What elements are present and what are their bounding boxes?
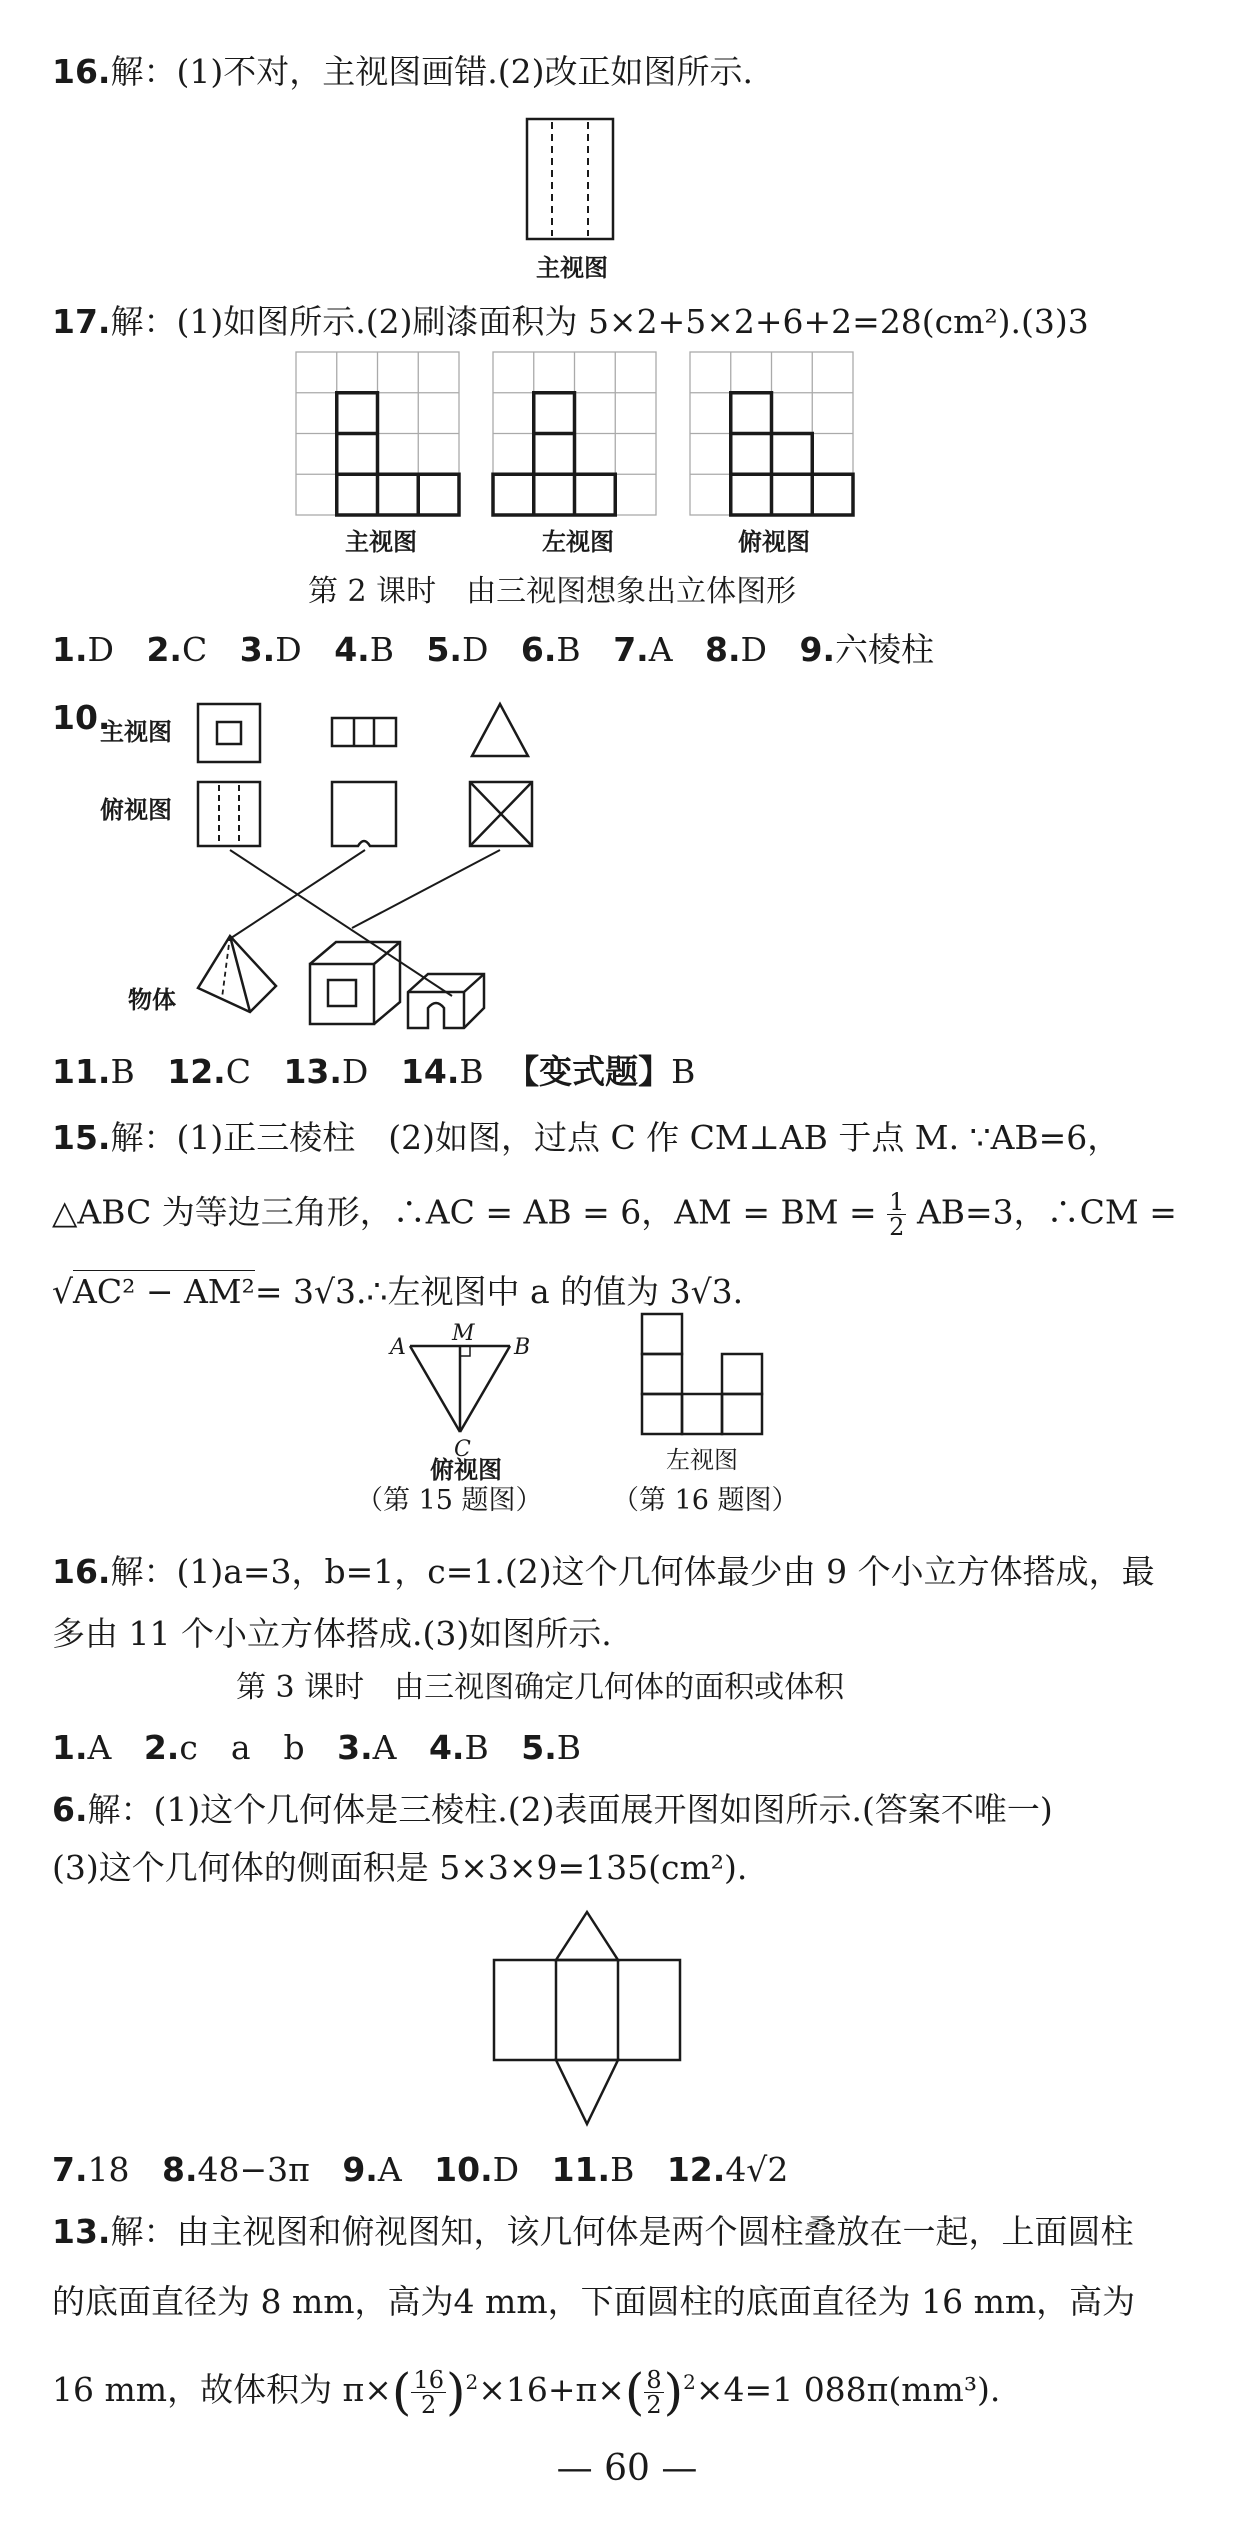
row-label: 俯视图	[100, 796, 172, 824]
figure-caption: 左视图	[542, 528, 614, 556]
q17-line	[52, 300, 1089, 344]
answer-item: 3.D	[239, 630, 302, 669]
three-views-grid-figure	[296, 352, 856, 527]
answer-item: 12.4√2	[666, 2150, 789, 2189]
fraction: $\frac{8}{2}$	[646, 2365, 662, 2419]
answers-row	[52, 1726, 581, 1770]
section-title: 第 2 课时 由三视图想象出立体图形	[308, 574, 797, 609]
q13-line2	[52, 2280, 1135, 2324]
q15-line3	[52, 1270, 743, 1314]
front-view-rectangle-figure	[526, 118, 616, 243]
question-number: 10.	[52, 698, 111, 737]
q16b-line2	[52, 1612, 612, 1656]
figure-caption: 主视图	[536, 254, 608, 282]
answer-text: AB=3，∴CM =	[916, 1192, 1177, 1232]
answer-item: 14.B	[400, 1052, 484, 1091]
question-number: 15.	[52, 1118, 111, 1157]
answer-item: 9.六棱柱	[799, 630, 934, 669]
answer-text: 16 mm，故体积为 π×	[52, 2370, 392, 2409]
q6-line1	[52, 1788, 1053, 1832]
answer-text: ×16+π×	[478, 2370, 625, 2409]
q16b-line1	[52, 1550, 1155, 1594]
answers-row	[52, 2148, 788, 2192]
answer-item: 8.D	[705, 630, 767, 669]
answer-text: 解：(1)a=3，b=1，c=1.(2)这个几何体最少由 9 个小立方体搭成，最	[110, 1552, 1155, 1591]
q15-line2	[52, 1190, 1177, 1239]
answer-item: 6.B	[520, 630, 581, 669]
answer-item: 5.D	[426, 630, 489, 669]
fraction: $\frac{1}{2}$	[889, 1188, 905, 1241]
answer-item: 3.A	[337, 1728, 397, 1767]
answer-text: 的底面直径为 8 mm，高为4 mm，下面圆柱的底面直径为 16 mm，高为	[52, 2282, 1136, 2321]
answer-item: 13.D	[283, 1052, 369, 1091]
answer-item: 【变式题】B	[506, 1052, 696, 1091]
page-number: — 60 —	[556, 2448, 698, 2489]
question-number: 6.	[52, 1790, 88, 1829]
answer-item: 4.B	[428, 1728, 489, 1767]
q13-line1	[52, 2210, 1133, 2254]
answer-item: 2.c a b	[143, 1728, 305, 1767]
label-a: A	[390, 1335, 406, 1360]
figure-caption: 左视图	[666, 1446, 738, 1474]
figure-ref: （第 15 题图）	[356, 1485, 543, 1516]
answer-item: 10.D	[434, 2150, 520, 2189]
section-title: 第 3 课时 由三视图确定几何体的面积或体积	[236, 1670, 845, 1705]
answer-text: 解：由主视图和俯视图知，该几何体是两个圆柱叠放在一起，上面圆柱	[110, 2212, 1134, 2251]
answer-text: ×4=1 088π(mm³).	[695, 2370, 1001, 2409]
answer-item: 7.18	[52, 2150, 130, 2189]
q13-line3: 16 mm，故体积为 π×( $\frac{16}{2}$ )$^2$×16+π×( $\frac{8}{2}$ )$^2$×4=1 088π(mm³).	[52, 2363, 1001, 2421]
answer-item: 1.D	[52, 630, 114, 669]
answer-item: 11.B	[52, 1052, 135, 1091]
question-number: 16.	[52, 1552, 111, 1591]
fraction: $\frac{16}{2}$	[413, 2365, 444, 2419]
q6-line2	[52, 1846, 747, 1890]
label-c: C	[454, 1437, 471, 1462]
answer-text: = 3√3.∴左视图中 a 的值为 3√3.	[254, 1272, 744, 1311]
answer-item: 1.A	[52, 1728, 112, 1767]
answer-text: 解：(1)如图所示.(2)刷漆面积为 5×2+5×2+6+2=28(cm²).(3)3	[110, 302, 1089, 341]
q16-line	[52, 50, 753, 94]
answer-item: 4.B	[334, 630, 394, 669]
question-number: 16.	[52, 52, 111, 91]
row-label: 主视图	[100, 718, 172, 746]
q15-line1	[52, 1116, 1120, 1160]
matching-views-figure	[180, 696, 580, 1036]
row-label: 物体	[128, 986, 176, 1014]
left-view-blocks-figure	[640, 1312, 765, 1437]
label-b: B	[514, 1335, 531, 1360]
answers-row	[52, 1050, 695, 1094]
answer-item: 11.B	[551, 2150, 635, 2189]
answer-text: (3)这个几何体的侧面积是 5×3×9=135(cm²).	[52, 1848, 748, 1887]
answer-item: 5.B	[521, 1728, 581, 1767]
figure-caption: 主视图	[345, 528, 417, 556]
answer-text: 多由 11 个小立方体搭成.(3)如图所示.	[52, 1614, 612, 1653]
answers-row	[52, 628, 934, 672]
answer-item: 2.C	[146, 630, 208, 669]
answer-item: 7.A	[613, 630, 673, 669]
figure-caption: 俯视图	[738, 528, 810, 556]
sqrt-expression: √AC² − AM²	[52, 1272, 255, 1311]
label-m: M	[452, 1321, 475, 1346]
answer-item: 12.C	[167, 1052, 251, 1091]
answer-text: △ABC 为等边三角形，∴AC = AB = 6，AM = BM =	[52, 1192, 877, 1232]
question-number: 17.	[52, 302, 111, 341]
figure-caption: 俯视图	[430, 1456, 502, 1484]
answer-item: 9.A	[342, 2150, 402, 2189]
answer-text: 解：(1)正三棱柱 (2)如图，过点 C 作 CM⊥AB 于点 M. ∵AB=6，	[110, 1118, 1121, 1157]
question-number: 13.	[52, 2212, 111, 2251]
answer-item: 8.48−3π	[162, 2150, 310, 2189]
answer-text: 解：(1)不对，主视图画错.(2)改正如图所示.	[110, 52, 753, 91]
answer-text: 解：(1)这个几何体是三棱柱.(2)表面展开图如图所示.(答案不唯一)	[87, 1790, 1053, 1829]
figure-ref: （第 16 题图）	[612, 1485, 799, 1516]
prism-net-figure	[490, 1910, 690, 2140]
